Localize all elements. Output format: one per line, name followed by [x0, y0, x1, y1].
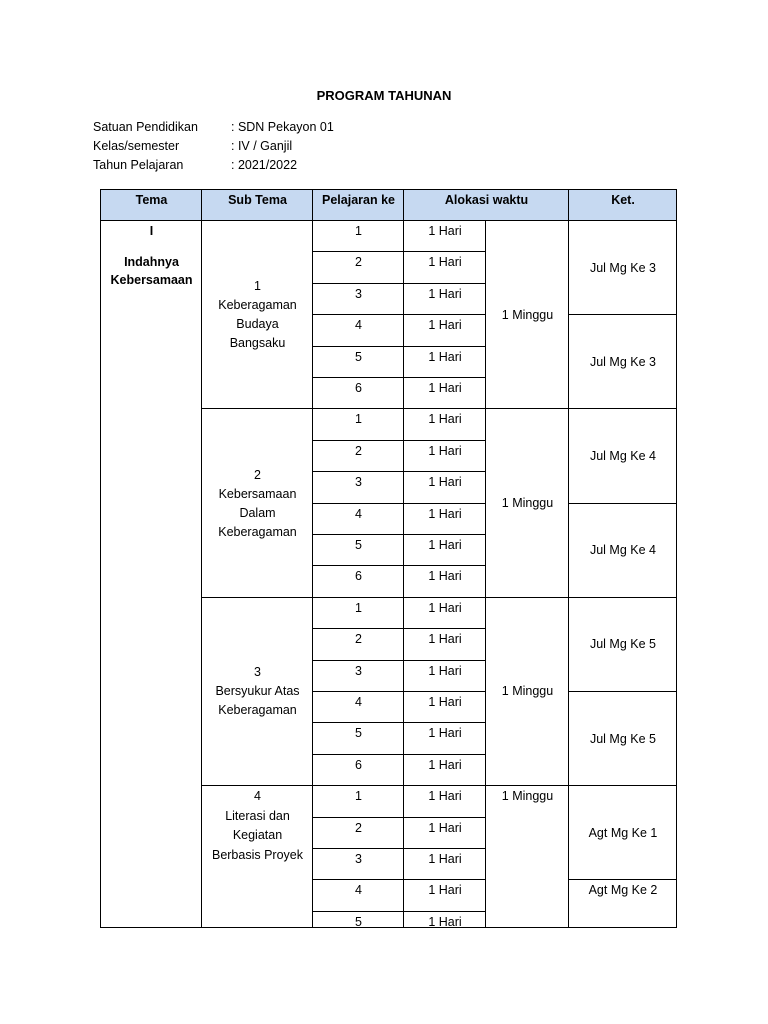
info-value: : IV / Ganjil	[231, 139, 293, 153]
hari-cell: 1 Hari	[403, 314, 486, 346]
hari-cell: 1 Hari	[403, 565, 486, 597]
info-label: Kelas/semester	[93, 139, 180, 153]
header-pelajaran: Pelajaran ke	[312, 189, 404, 221]
pelajaran-cell: 4	[312, 879, 404, 911]
subtema-number: 3	[254, 665, 261, 680]
pelajaran-cell: 5	[312, 722, 404, 754]
hari-cell: 1 Hari	[403, 879, 486, 911]
pelajaran-cell: 1	[312, 597, 404, 629]
hari-cell: 1 Hari	[403, 283, 486, 315]
pelajaran-cell: 5	[312, 346, 404, 378]
subtema-name: Bersyukur Atas Keberagaman	[215, 684, 300, 718]
info-value: : SDN Pekayon 01	[231, 120, 334, 134]
info-label: Satuan Pendidikan	[93, 120, 198, 134]
ket-cell: Jul Mg Ke 3	[568, 220, 677, 315]
hari-cell: 1 Hari	[403, 628, 486, 660]
hari-cell: 1 Hari	[403, 848, 486, 880]
subtema-cell	[201, 220, 313, 409]
minggu-cell: 1 Minggu	[485, 785, 569, 928]
pelajaran-cell: 1	[312, 408, 404, 440]
ket-cell: Jul Mg Ke 5	[568, 597, 677, 692]
subtema-name: Literasi dan Kegiatan Berbasis Proyek	[211, 808, 303, 862]
pelajaran-cell: 3	[312, 283, 404, 315]
hari-cell: 1 Hari	[403, 377, 486, 409]
header-ket: Ket.	[568, 189, 677, 221]
subtema-cell	[201, 597, 313, 786]
ket-cell: Jul Mg Ke 5	[568, 691, 677, 786]
hari-cell: 1 Hari	[403, 440, 486, 472]
pelajaran-cell: 4	[312, 314, 404, 346]
hari-cell: 1 Hari	[403, 471, 486, 503]
tema-number: I	[149, 224, 154, 238]
minggu-cell: 1 Minggu	[485, 408, 569, 597]
tema-name: Indahnya Kebersamaan	[110, 255, 193, 287]
pelajaran-cell: 1	[312, 785, 404, 817]
hari-cell: 1 Hari	[403, 722, 486, 754]
subtema-number: 4	[254, 789, 261, 804]
pelajaran-cell: 2	[312, 628, 404, 660]
hari-cell: 1 Hari	[403, 346, 486, 378]
header-alokasi: Alokasi waktu	[403, 189, 569, 221]
pelajaran-cell: 1	[312, 220, 404, 252]
subtema-number: 2	[254, 467, 261, 482]
ket-cell: Jul Mg Ke 4	[568, 503, 677, 598]
pelajaran-cell: 4	[312, 691, 404, 723]
hari-cell: 1 Hari	[403, 251, 486, 283]
hari-cell: 1 Hari	[403, 503, 486, 535]
header-subtema: Sub Tema	[201, 189, 313, 221]
hari-cell: 1 Hari	[403, 220, 486, 252]
tema-cell	[100, 220, 202, 928]
pelajaran-cell: 3	[312, 848, 404, 880]
subtema-cell	[201, 408, 313, 597]
ket-cell: Jul Mg Ke 4	[568, 408, 677, 503]
ket-cell: Agt Mg Ke 1	[568, 785, 677, 880]
pelajaran-cell: 2	[312, 251, 404, 283]
pelajaran-cell: 6	[312, 565, 404, 597]
pelajaran-cell: 2	[312, 817, 404, 849]
minggu-cell: 1 Minggu	[485, 597, 569, 786]
pelajaran-cell: 5	[312, 534, 404, 566]
hari-cell: 1 Hari	[403, 911, 486, 928]
hari-cell: 1 Hari	[403, 754, 486, 786]
subtema-cell	[201, 785, 313, 928]
header-tema: Tema	[100, 189, 202, 221]
subtema-name: Keberagaman Budaya Bangsaku	[218, 298, 297, 351]
pelajaran-cell: 3	[312, 471, 404, 503]
subtema-number: 1	[254, 279, 261, 294]
ket-cell: Agt Mg Ke 2	[568, 879, 677, 928]
pelajaran-cell: 6	[312, 377, 404, 409]
hari-cell: 1 Hari	[403, 597, 486, 629]
hari-cell: 1 Hari	[403, 691, 486, 723]
hari-cell: 1 Hari	[403, 408, 486, 440]
minggu-cell: 1 Minggu	[485, 220, 569, 409]
ket-cell: Jul Mg Ke 3	[568, 314, 677, 409]
subtema-name: Kebersamaan Dalam Keberagaman	[218, 486, 297, 539]
pelajaran-cell: 4	[312, 503, 404, 535]
info-label: Tahun Pelajaran	[93, 158, 184, 172]
page-title: PROGRAM TAHUNAN	[316, 88, 452, 103]
hari-cell: 1 Hari	[403, 534, 486, 566]
pelajaran-cell: 2	[312, 440, 404, 472]
hari-cell: 1 Hari	[403, 660, 486, 692]
hari-cell: 1 Hari	[403, 785, 486, 817]
pelajaran-cell: 6	[312, 754, 404, 786]
hari-cell: 1 Hari	[403, 817, 486, 849]
pelajaran-cell: 3	[312, 660, 404, 692]
pelajaran-cell: 5	[312, 911, 404, 928]
info-value: : 2021/2022	[231, 158, 298, 172]
